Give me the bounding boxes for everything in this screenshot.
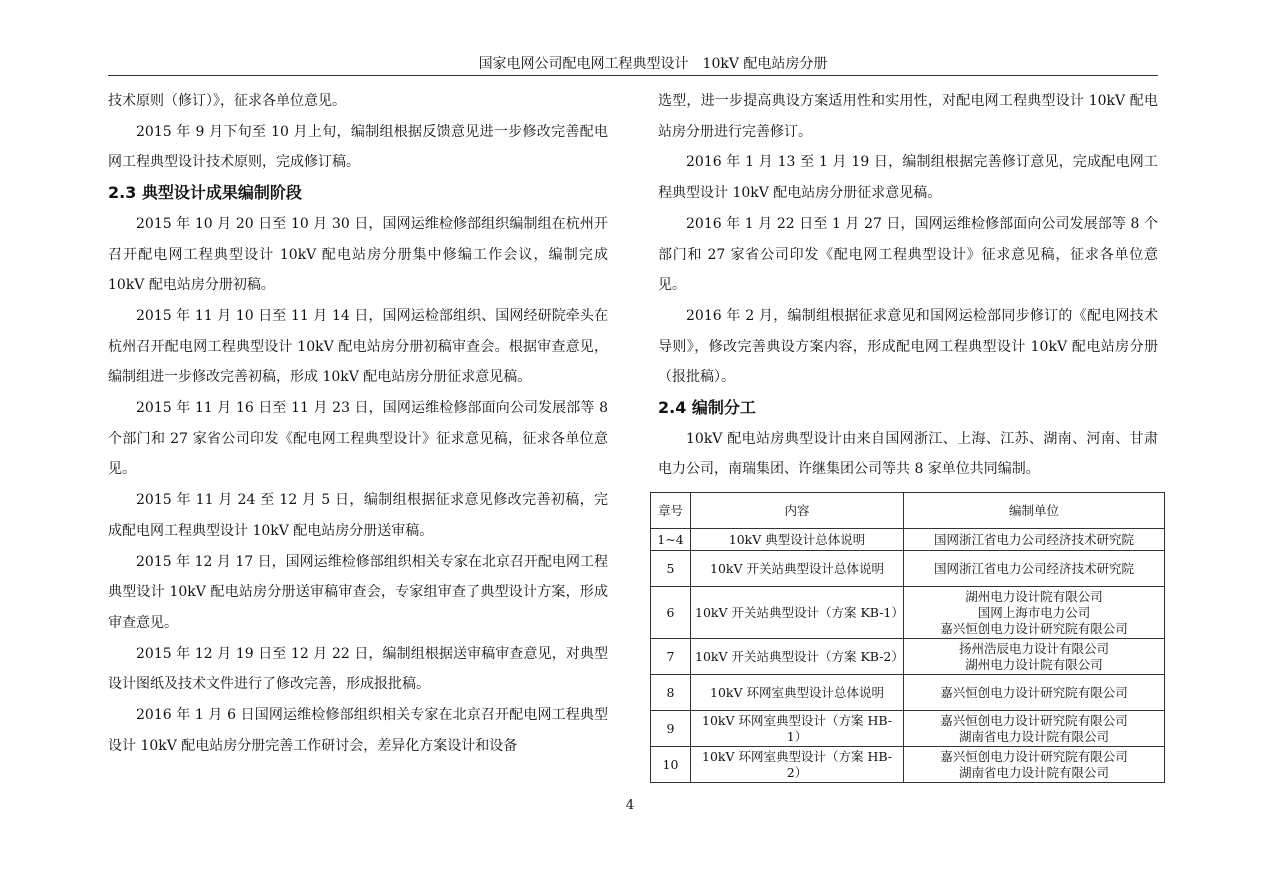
unit-name: 嘉兴恒创电力设计研究院有限公司 [940, 748, 1128, 764]
unit-name: 嘉兴恒创电力设计研究院有限公司 [940, 620, 1128, 636]
unit-name: 国网浙江省电力公司经济技术研究院 [933, 531, 1134, 547]
division-table [650, 492, 1165, 783]
chapter-cell: 1~4 [651, 529, 691, 551]
table-row [651, 711, 1165, 747]
table-row [651, 675, 1165, 711]
unit-cell [904, 639, 1165, 675]
left-column [108, 86, 608, 761]
unit-cell [904, 675, 1165, 711]
unit-name: 湖南省电力设计院有限公司 [958, 728, 1109, 744]
paragraph: 2015 年 11 月 16 日至 11 月 23 日，国网运维检修部面向公司发展部等 8 个部门和 27 家省公司印发《配电网工程典型设计》征求意见稿，征求各单位意见。 [108, 400, 608, 478]
content-cell: 10kV 开关站典型设计总体说明 [691, 551, 904, 587]
page-number: 4 [625, 798, 635, 813]
unit-name: 国网浙江省电力公司经济技术研究院 [933, 560, 1134, 576]
paragraph: 2016 年 1 月 6 日国网运维检修部组织相关专家在北京召开配电网工程典型设计 10kV 配电站房分册完善工作研讨会，差异化方案设计和设备 [108, 707, 608, 754]
paragraph: 2015 年 11 月 10 日至 11 月 14 日，国网运检部组织、国网经研院牵头在杭州召开配电网工程典型设计 10kV 配电站房分册初稿审查会。根据审查意见，编制组进一步修改完善初稿，形成 10kV 配电站房分册征求意见稿。 [108, 307, 608, 386]
unit-name: 湖州电力设计院有限公司 [965, 656, 1103, 672]
paragraph: 2015 年 12 月 19 日至 12 月 22 日，编制组根据送审稿审查意见，对典型设计图纸及技术文件进行了修改完善，形成报批稿。 [108, 645, 608, 693]
unit-name: 嘉兴恒创电力设计研究院有限公司 [940, 684, 1128, 700]
unit-name: 嘉兴恒创电力设计研究院有限公司 [940, 712, 1128, 728]
chapter-cell: 5 [651, 551, 691, 587]
unit-cell [904, 711, 1165, 747]
section-heading: 2.4 编制分工 [658, 398, 756, 418]
table-header-cell: 章号 [651, 493, 691, 529]
paragraph: 技术原则（修订）》，征求各单位意见。 [108, 93, 346, 109]
table-row [651, 529, 1165, 551]
table-row [651, 587, 1165, 639]
unit-name: 湖南省电力设计院有限公司 [958, 764, 1109, 780]
paragraph: 2015 年 10 月 20 日至 10 月 30 日，国网运维检修部组织编制组在杭州开召开配电网工程典型设计 10kV 配电站房分册集中修编工作会议，编制完成 10kV 配电站房分册初稿。 [108, 215, 608, 294]
unit-cell [904, 747, 1165, 783]
paragraph: 2015 年 9 月下旬至 10 月上旬，编制组根据反馈意见进一步修改完善配电网工程典型设计技术原则，完成修订稿。 [108, 123, 608, 171]
content-cell: 10kV 环网室典型设计（方案 HB-2） [691, 747, 904, 783]
content-cell: 10kV 环网室典型设计总体说明 [691, 675, 904, 711]
section-heading: 2.3 典型设计成果编制阶段 [108, 183, 302, 203]
unit-name: 国网上海市电力公司 [977, 604, 1091, 620]
content-cell: 10kV 开关站典型设计（方案 KB-2） [691, 639, 904, 675]
unit-name: 湖州电力设计院有限公司 [965, 588, 1103, 604]
page-header: 国家电网公司配电网工程典型设计 10kV 配电站房分册 [108, 52, 1158, 76]
content-cell: 10kV 环网室典型设计（方案 HB-1） [691, 711, 904, 747]
table-header-cell: 编制单位 [904, 493, 1165, 529]
table-row [651, 551, 1165, 587]
table-header-row [651, 493, 1165, 529]
chapter-cell: 8 [651, 675, 691, 711]
chapter-cell: 7 [651, 639, 691, 675]
table-header-cell: 内容 [691, 493, 904, 529]
paragraph: 2016 年 1 月 22 日至 1 月 27 日，国网运维检修部面向公司发展部等 8 个部门和 27 家省公司印发《配电网工程典型设计》征求意见稿，征求各单位意见。 [658, 215, 1158, 294]
chapter-cell: 9 [651, 711, 691, 747]
paragraph: 2015 年 12 月 17 日，国网运维检修部组织相关专家在北京召开配电网工程典型设计 10kV 配电站房分册送审稿审查会，专家组审查了典型设计方案，形成审查意见。 [108, 553, 608, 631]
unit-cell [904, 529, 1165, 551]
chapter-cell: 10 [651, 747, 691, 783]
table-row [651, 747, 1165, 783]
paragraph: 2016 年 2 月，编制组根据征求意见和国网运检部同步修订的《配电网技术导则》，修改完善典设方案内容，形成配电网工程典型设计 10kV 配电站房分册（报批稿）。 [658, 307, 1158, 386]
unit-name: 扬州浩辰电力设计有限公司 [958, 640, 1109, 656]
unit-cell [904, 551, 1165, 587]
table-row [651, 639, 1165, 675]
right-column [658, 86, 1158, 485]
paragraph: 选型，进一步提高典设方案适用性和实用性，对配电网工程典型设计 10kV 配电站房分册进行完善修订。 [658, 93, 1158, 140]
content-cell: 10kV 开关站典型设计（方案 KB-1） [691, 587, 904, 639]
paragraph: 10kV 配电站房典型设计由来自国网浙江、上海、江苏、湖南、河南、甘肃电力公司，南瑞集团、许继集团公司等共 8 家单位共同编制。 [658, 430, 1158, 478]
paragraph: 2015 年 11 月 24 至 12 月 5 日，编制组根据征求意见修改完善初稿，完成配电网工程典型设计 10kV 配电站房分册送审稿。 [108, 492, 608, 539]
unit-cell [904, 587, 1165, 639]
content-cell: 10kV 典型设计总体说明 [691, 529, 904, 551]
paragraph: 2016 年 1 月 13 至 1 月 19 日，编制组根据完善修订意见，完成配电网工程典型设计 10kV 配电站房分册征求意见稿。 [658, 154, 1158, 202]
chapter-cell: 6 [651, 587, 691, 639]
